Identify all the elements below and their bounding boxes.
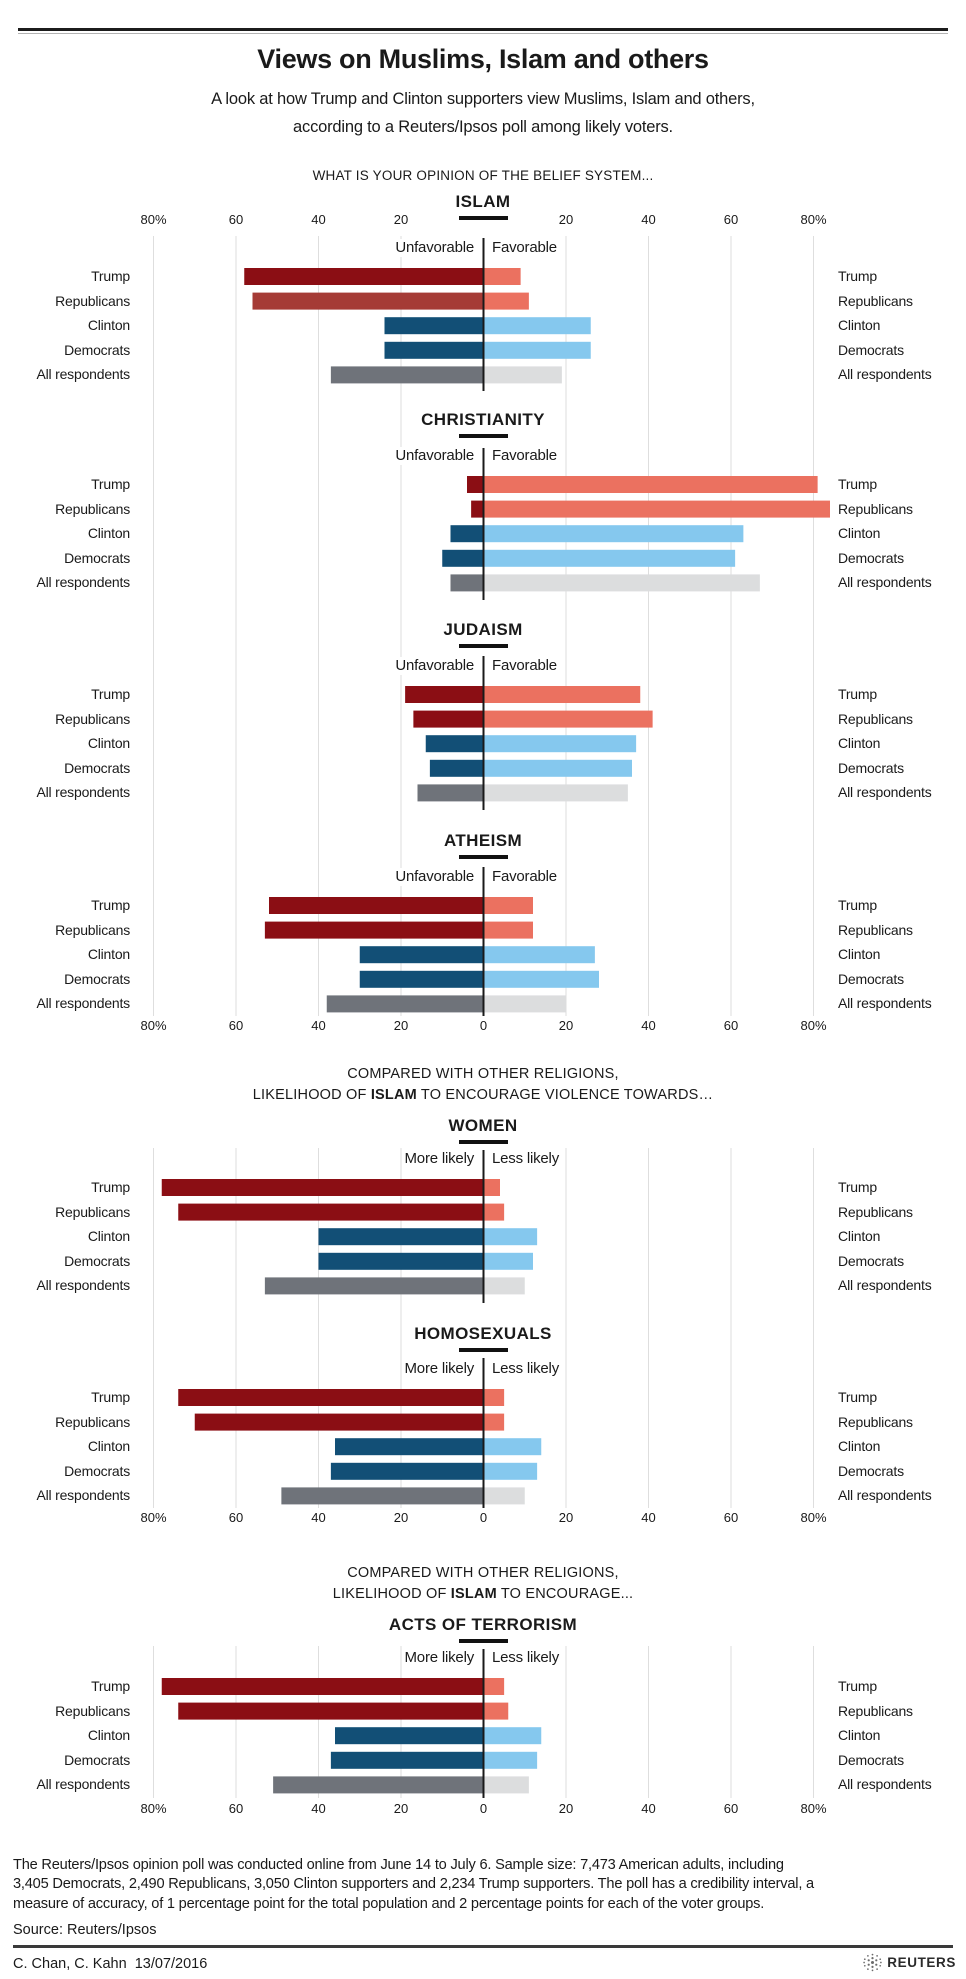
bar-christianity-trump-left [467,476,484,493]
axis-tick-2-40: 40 [311,1510,326,1525]
bar-homosexuals-democrats-right [484,1463,538,1480]
row-label-right-atheism-all-respondents: All respondents [838,995,932,1012]
row-label-left-women-republicans: Republicans [55,1203,130,1220]
methodology-note-line1: The Reuters/Ipsos opinion poll was conducted online from June 14 to July 6. Sample size: 7,473 American adults, including [13,1857,784,1873]
row-label-left-acts-of-terrorism-democrats: Democrats [64,1751,130,1768]
row-label-right-acts-of-terrorism-trump: Trump [838,1678,877,1694]
section-violence-prefix: LIKELIHOOD OF [252,1087,371,1103]
row-label-left-islam-trump: Trump [91,268,130,284]
bar-women-clinton-left [319,1228,484,1245]
row-label-right-atheism-republicans: Republicans [838,921,913,938]
row-label-left-acts-of-terrorism-clinton: Clinton [87,1727,130,1744]
row-label-right-women-clinton: Clinton [838,1228,881,1245]
bar-judaism-trump-left [405,686,483,703]
axis-tick-3-80pct: 80% [800,1801,827,1816]
bar-judaism-democrats-right [484,760,633,777]
bar-homosexuals-republicans-left [195,1414,484,1431]
methodology-note-line2: 3,405 Democrats, 2,490 Republicans, 3,050 Clinton supporters and 2,234 Trump supporters. The poll has a credibility interval, a [13,1876,814,1893]
row-label-right-acts-of-terrorism-republicans: Republicans [838,1702,913,1719]
axis-tick-3-40: 40 [311,1801,326,1816]
bar-islam-all-respondents-right [484,366,562,383]
direction-label-right-atheism: Favorable [489,868,560,886]
bar-islam-trump-right [484,268,521,285]
direction-label-right-islam: Favorable [489,239,560,257]
row-label-right-women-all-respondents: All respondents [838,1277,932,1294]
direction-label-right-judaism: Favorable [489,657,560,675]
bar-atheism-trump-left [269,897,484,914]
row-label-left-women-trump: Trump [91,1179,130,1195]
bar-islam-clinton-right [484,317,591,334]
axis-tick-1-60: 60 [228,1018,244,1033]
bar-atheism-democrats-left [360,971,484,988]
bar-judaism-republicans-left [413,711,483,728]
axis-tick-0-20: 20 [393,212,409,227]
bar-homosexuals-all-respondents-left [281,1487,483,1504]
center-axis-women [483,1150,485,1303]
row-label-left-judaism-all-respondents: All respondents [36,784,130,801]
row-label-left-christianity-all-respondents: All respondents [36,574,130,591]
axis-tick-3-40: 40 [641,1801,656,1816]
bar-acts-of-terrorism-democrats-left [331,1752,484,1769]
row-label-left-homosexuals-trump: Trump [91,1389,130,1405]
reuters-logo [863,1953,956,1972]
bar-women-democrats-left [319,1253,484,1270]
axis-tick-2-60: 60 [723,1510,739,1525]
bar-atheism-clinton-left [360,946,484,963]
row-label-left-judaism-republicans: Republicans [55,710,130,727]
row-label-left-homosexuals-democrats: Democrats [64,1462,130,1479]
subtitle-line-1: A look at how Trump and Clinton supporters view Muslims, Islam and others, [211,90,755,108]
axis-tick-3-0: 0 [479,1801,488,1816]
axis-tick-0-80pct: 80% [800,212,827,227]
row-label-left-atheism-democrats: Democrats [64,970,130,987]
direction-label-right-homosexuals: Less likely [489,1360,562,1378]
section-terrorism-bold-word: ISLAM [450,1586,497,1602]
row-label-right-islam-democrats: Democrats [838,341,904,358]
row-label-left-women-democrats: Democrats [64,1252,130,1269]
axis-tick-0-80pct: 80% [140,212,167,227]
row-label-right-christianity-trump: Trump [838,476,877,492]
row-label-right-homosexuals-all-respondents: All respondents [838,1487,932,1504]
row-label-right-acts-of-terrorism-democrats: Democrats [838,1751,904,1768]
axis-tick-1-80pct: 80% [140,1018,167,1033]
chart-title-atheism: ATHEISM [443,831,523,850]
center-axis-judaism [483,656,485,810]
bar-islam-republicans-left [253,293,484,310]
bar-islam-republicans-right [484,293,529,310]
chart-title-women: WOMEN [448,1116,518,1135]
bar-islam-all-respondents-left [331,366,484,383]
axis-tick-2-20: 20 [393,1510,409,1525]
row-label-left-christianity-democrats: Democrats [64,549,130,566]
row-label-left-acts-of-terrorism-all-respondents: All respondents [36,1776,130,1793]
row-label-right-acts-of-terrorism-all-respondents: All respondents [838,1776,932,1793]
axis-tick-1-20: 20 [393,1018,409,1033]
bar-acts-of-terrorism-republicans-left [178,1703,483,1720]
row-label-left-christianity-republicans: Republicans [55,500,130,517]
row-label-left-islam-democrats: Democrats [64,341,130,358]
chart-title-judaism: JUDAISM [443,620,523,639]
row-label-right-homosexuals-clinton: Clinton [838,1438,881,1455]
row-label-left-christianity-clinton: Clinton [87,525,130,542]
bar-women-clinton-right [484,1228,538,1245]
row-label-right-homosexuals-trump: Trump [838,1389,877,1405]
axis-tick-0-40: 40 [641,212,656,227]
bar-islam-democrats-left [385,342,484,359]
direction-label-left-judaism: Unfavorable [392,657,477,675]
direction-label-left-islam: Unfavorable [392,239,477,257]
bar-christianity-all-respondents-left [451,574,484,591]
axis-tick-1-60: 60 [723,1018,739,1033]
center-axis-acts-of-terrorism [483,1649,485,1798]
row-label-right-atheism-democrats: Democrats [838,970,904,987]
axis-tick-2-20: 20 [558,1510,574,1525]
bar-judaism-clinton-right [484,735,637,752]
row-label-right-women-republicans: Republicans [838,1203,913,1220]
row-label-right-atheism-clinton: Clinton [838,946,881,963]
row-label-right-judaism-clinton: Clinton [838,735,881,752]
bar-islam-clinton-left [385,317,484,334]
bar-women-republicans-right [484,1204,505,1221]
bar-acts-of-terrorism-clinton-left [335,1727,484,1744]
bar-homosexuals-democrats-left [331,1463,484,1480]
section-terrorism-heading-line2 [0,1586,966,1602]
bar-judaism-republicans-right [484,711,653,728]
axis-tick-1-20: 20 [558,1018,574,1033]
bar-acts-of-terrorism-democrats-right [484,1752,538,1769]
bar-acts-of-terrorism-trump-right [484,1678,505,1695]
section-violence-bold-word: ISLAM [370,1087,417,1103]
row-label-left-judaism-democrats: Democrats [64,759,130,776]
axis-tick-2-80pct: 80% [800,1510,827,1525]
bar-homosexuals-clinton-left [335,1438,484,1455]
section-violence-heading-line2 [0,1087,966,1103]
row-label-left-homosexuals-all-respondents: All respondents [36,1487,130,1504]
section-opinion-heading: WHAT IS YOUR OPINION OF THE BELIEF SYSTEM... [312,168,654,183]
axis-tick-2-80pct: 80% [140,1510,167,1525]
row-label-right-christianity-clinton: Clinton [838,525,881,542]
bar-judaism-all-respondents-right [484,784,628,801]
bar-acts-of-terrorism-all-respondents-left [273,1776,483,1793]
row-label-left-islam-republicans: Republicans [55,292,130,309]
bar-women-trump-right [484,1179,501,1196]
reuters-orb-icon [863,1953,882,1972]
bar-homosexuals-clinton-right [484,1438,542,1455]
bar-christianity-republicans-right [484,501,831,518]
axis-tick-0-60: 60 [228,212,244,227]
row-label-left-women-all-respondents: All respondents [36,1277,130,1294]
row-label-right-judaism-trump: Trump [838,686,877,702]
bar-islam-trump-left [244,268,483,285]
row-label-right-acts-of-terrorism-clinton: Clinton [838,1727,881,1744]
axis-tick-2-0: 0 [479,1510,488,1525]
center-axis-islam [483,238,485,391]
bar-acts-of-terrorism-all-respondents-right [484,1776,529,1793]
bar-acts-of-terrorism-clinton-right [484,1727,542,1744]
direction-label-left-atheism: Unfavorable [392,868,477,886]
section-terrorism-suffix: TO ENCOURAGE... [496,1586,634,1602]
row-label-right-islam-all-respondents: All respondents [838,366,932,383]
direction-label-left-homosexuals: More likely [402,1360,477,1378]
row-label-right-homosexuals-democrats: Democrats [838,1462,904,1479]
axis-tick-1-80pct: 80% [800,1018,827,1033]
row-label-left-atheism-republicans: Republicans [55,921,130,938]
row-label-left-judaism-clinton: Clinton [87,735,130,752]
row-label-right-christianity-republicans: Republicans [838,500,913,517]
row-label-left-christianity-trump: Trump [91,476,130,492]
bar-women-democrats-right [484,1253,534,1270]
row-label-left-acts-of-terrorism-trump: Trump [91,1678,130,1694]
row-label-left-islam-all-respondents: All respondents [36,366,130,383]
section-terrorism-heading-line1: COMPARED WITH OTHER RELIGIONS, [347,1565,619,1581]
row-label-left-atheism-clinton: Clinton [87,946,130,963]
bar-christianity-clinton-left [451,525,484,542]
direction-label-right-christianity: Favorable [489,447,560,465]
axis-tick-3-60: 60 [723,1801,739,1816]
center-axis-atheism [483,867,485,1016]
direction-label-left-christianity: Unfavorable [392,447,477,465]
axis-tick-0-60: 60 [723,212,739,227]
reuters-logo-text: REUTERS [887,1955,956,1970]
bar-judaism-democrats-left [430,760,484,777]
direction-label-left-acts-of-terrorism: More likely [402,1649,477,1667]
chart-title-acts-of-terrorism: ACTS OF TERRORISM [388,1615,578,1634]
section-violence-heading-line1: COMPARED WITH OTHER RELIGIONS, [347,1066,619,1082]
section-terrorism-prefix: LIKELIHOOD OF [332,1586,451,1602]
bar-christianity-republicans-left [471,501,483,518]
row-label-right-judaism-all-respondents: All respondents [838,784,932,801]
row-label-left-judaism-trump: Trump [91,686,130,702]
axis-tick-1-0: 0 [479,1018,488,1033]
row-label-right-christianity-democrats: Democrats [838,549,904,566]
axis-tick-3-20: 20 [558,1801,574,1816]
row-label-left-homosexuals-clinton: Clinton [87,1438,130,1455]
row-label-left-women-clinton: Clinton [87,1228,130,1245]
row-label-right-islam-republicans: Republicans [838,292,913,309]
bar-atheism-republicans-left [265,922,484,939]
subtitle-line-2: according to a Reuters/Ipsos poll among likely voters. [293,118,673,136]
source-credit: Source: Reuters/Ipsos [13,1922,157,1938]
direction-label-right-women: Less likely [489,1150,562,1168]
row-label-left-homosexuals-republicans: Republicans [55,1413,130,1430]
row-label-left-atheism-all-respondents: All respondents [36,995,130,1012]
chart-title-islam: ISLAM [455,192,511,211]
direction-label-right-acts-of-terrorism: Less likely [489,1649,562,1667]
methodology-note-line3: measure of accuracy, of 1 percentage point for the total population and 2 percentage points for each of the voter groups. [13,1895,765,1912]
bar-islam-democrats-right [484,342,591,359]
bar-atheism-republicans-right [484,922,534,939]
direction-label-left-women: More likely [402,1150,477,1168]
row-label-left-atheism-trump: Trump [91,897,130,913]
axis-tick-3-20: 20 [393,1801,409,1816]
row-label-right-atheism-trump: Trump [838,897,877,913]
bar-homosexuals-republicans-right [484,1414,505,1431]
axis-tick-0-20: 20 [558,212,574,227]
row-label-right-women-trump: Trump [838,1179,877,1195]
bar-acts-of-terrorism-trump-left [162,1678,484,1695]
row-label-right-judaism-republicans: Republicans [838,710,913,727]
bar-judaism-clinton-left [426,735,484,752]
bar-atheism-clinton-right [484,946,595,963]
bar-atheism-all-respondents-right [484,995,567,1012]
bar-women-trump-left [162,1179,484,1196]
bar-judaism-all-respondents-left [418,784,484,801]
row-label-left-acts-of-terrorism-republicans: Republicans [55,1702,130,1719]
row-label-right-women-democrats: Democrats [838,1252,904,1269]
axis-tick-3-80pct: 80% [140,1801,167,1816]
row-label-left-islam-clinton: Clinton [87,317,130,334]
bar-atheism-democrats-right [484,971,600,988]
axis-tick-0-40: 40 [311,212,326,227]
bar-atheism-all-respondents-left [327,995,484,1012]
chart-title-christianity: CHRISTIANITY [421,410,545,429]
bar-christianity-democrats-left [442,550,483,567]
bar-judaism-trump-right [484,686,641,703]
page-title: Views on Muslims, Islam and others [257,44,709,74]
byline: C. Chan, C. Kahn 13/07/2016 [13,1956,208,1972]
axis-tick-1-40: 40 [641,1018,656,1033]
axis-tick-3-60: 60 [228,1801,244,1816]
bar-christianity-all-respondents-right [484,574,760,591]
bar-christianity-clinton-right [484,525,744,542]
axis-tick-2-40: 40 [641,1510,656,1525]
row-label-right-islam-clinton: Clinton [838,317,881,334]
row-label-right-islam-trump: Trump [838,268,877,284]
bar-women-republicans-left [178,1204,483,1221]
bar-homosexuals-all-respondents-right [484,1487,525,1504]
center-axis-christianity [483,448,485,600]
bar-women-all-respondents-right [484,1277,525,1294]
row-label-right-homosexuals-republicans: Republicans [838,1413,913,1430]
chart-title-homosexuals: HOMOSEXUALS [414,1324,552,1343]
bar-homosexuals-trump-left [178,1389,483,1406]
row-label-right-judaism-democrats: Democrats [838,759,904,776]
bar-acts-of-terrorism-republicans-right [484,1703,509,1720]
section-violence-suffix: TO ENCOURAGE VIOLENCE TOWARDS… [416,1087,714,1103]
bar-christianity-trump-right [484,476,818,493]
bar-christianity-democrats-right [484,550,736,567]
axis-tick-1-40: 40 [311,1018,326,1033]
methodology-note [13,1856,954,1914]
row-label-right-christianity-all-respondents: All respondents [838,574,932,591]
bar-women-all-respondents-left [265,1277,484,1294]
bar-atheism-trump-right [484,897,534,914]
axis-tick-2-60: 60 [228,1510,244,1525]
bar-homosexuals-trump-right [484,1389,505,1406]
center-axis-homosexuals [483,1358,485,1508]
